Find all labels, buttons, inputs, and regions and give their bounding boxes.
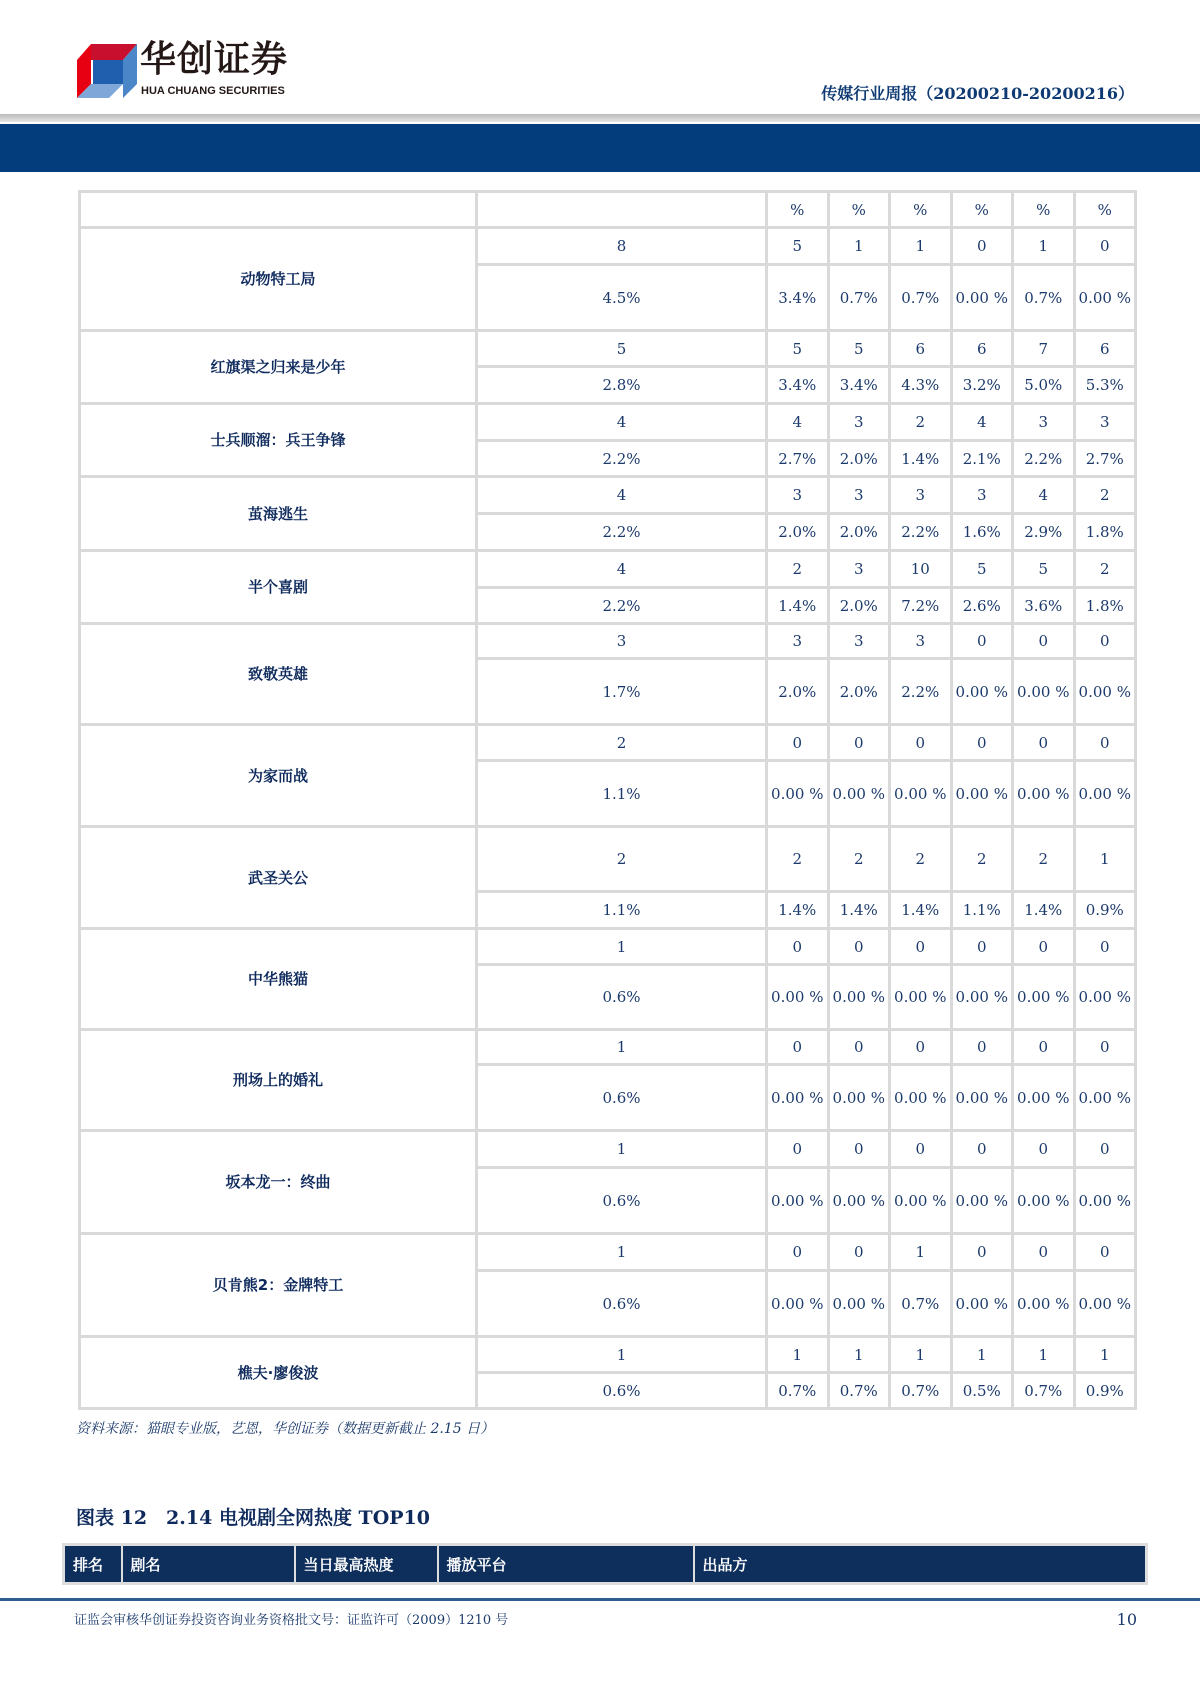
daily-count-cell: 3 bbox=[1074, 404, 1136, 441]
daily-share-cell: 0.7% bbox=[828, 265, 890, 331]
header-unit-cell: % bbox=[1013, 192, 1075, 228]
title-cell: 为家而战 bbox=[80, 725, 477, 827]
daily-count-cell: 0 bbox=[828, 1234, 890, 1271]
header-unit-cell: % bbox=[951, 192, 1013, 228]
daily-share-cell: 1.4% bbox=[767, 588, 829, 624]
daily-count-cell: 0 bbox=[1074, 929, 1136, 965]
share-cell: 0.6% bbox=[477, 1168, 767, 1234]
daily-share-cell: 0.7% bbox=[1013, 265, 1075, 331]
report-title: 传媒行业周报（20200210-20200216） bbox=[821, 84, 1134, 103]
table-row bbox=[80, 551, 1136, 588]
count-cell: 2 bbox=[477, 827, 767, 892]
daily-share-cell: 0.00 % bbox=[951, 965, 1013, 1030]
daily-share-cell: 2.0% bbox=[828, 441, 890, 477]
table-row bbox=[80, 827, 1136, 892]
daily-share-cell: 0.00 % bbox=[1074, 761, 1136, 827]
daily-count-cell: 2 bbox=[1074, 477, 1136, 514]
daily-count-cell: 1 bbox=[1074, 1337, 1136, 1373]
tv-heat-top10-table-header bbox=[62, 1543, 1148, 1585]
column-header: 排名 bbox=[64, 1545, 122, 1584]
daily-count-cell: 7 bbox=[1013, 331, 1075, 367]
daily-count-cell: 3 bbox=[890, 624, 952, 659]
daily-share-cell: 3.2% bbox=[951, 367, 1013, 404]
daily-count-cell: 0 bbox=[890, 1030, 952, 1065]
daily-count-cell: 1 bbox=[828, 228, 890, 265]
title-cell: 致敬英雄 bbox=[80, 624, 477, 725]
daily-share-cell: 0.7% bbox=[828, 1373, 890, 1409]
daily-share-cell: 0.00 % bbox=[951, 761, 1013, 827]
daily-share-cell: 0.00 % bbox=[1013, 1271, 1075, 1337]
daily-share-cell: 0.00 % bbox=[767, 1065, 829, 1131]
daily-share-cell: 0.00 % bbox=[1074, 265, 1136, 331]
daily-share-cell: 1.8% bbox=[1074, 588, 1136, 624]
table-header-row bbox=[80, 192, 1136, 228]
share-cell: 2.8% bbox=[477, 367, 767, 404]
daily-count-cell: 4 bbox=[951, 404, 1013, 441]
daily-share-cell: 0.00 % bbox=[1013, 1065, 1075, 1131]
header-unit-cell: % bbox=[767, 192, 829, 228]
daily-share-cell: 0.7% bbox=[1013, 1373, 1075, 1409]
daily-count-cell: 1 bbox=[890, 228, 952, 265]
daily-count-cell: 1 bbox=[1013, 1337, 1075, 1373]
daily-share-cell: 2.7% bbox=[1074, 441, 1136, 477]
daily-count-cell: 5 bbox=[1013, 551, 1075, 588]
daily-count-cell: 0 bbox=[890, 725, 952, 761]
daily-count-cell: 3 bbox=[828, 624, 890, 659]
daily-count-cell: 2 bbox=[890, 404, 952, 441]
daily-count-cell: 2 bbox=[890, 827, 952, 892]
column-header: 剧名 bbox=[122, 1545, 295, 1584]
title-cell: 半个喜剧 bbox=[80, 551, 477, 624]
daily-share-cell: 2.6% bbox=[951, 588, 1013, 624]
daily-share-cell: 2.2% bbox=[1013, 441, 1075, 477]
daily-count-cell: 10 bbox=[890, 551, 952, 588]
daily-share-cell: 1.4% bbox=[767, 892, 829, 929]
figure-title: 图表 12 2.14 电视剧全网热度 TOP10 bbox=[76, 1507, 430, 1529]
daily-count-cell: 0 bbox=[890, 1131, 952, 1168]
title-cell: 动物特工局 bbox=[80, 228, 477, 331]
daily-share-cell: 0.5% bbox=[951, 1373, 1013, 1409]
daily-share-cell: 2.0% bbox=[828, 588, 890, 624]
daily-share-cell: 0.00 % bbox=[767, 965, 829, 1030]
daily-count-cell: 0 bbox=[951, 228, 1013, 265]
daily-count-cell: 0 bbox=[1074, 624, 1136, 659]
table-row bbox=[80, 929, 1136, 965]
share-cell: 2.2% bbox=[477, 441, 767, 477]
daily-share-cell: 0.00 % bbox=[828, 965, 890, 1030]
daily-count-cell: 3 bbox=[767, 624, 829, 659]
header-divider bbox=[0, 114, 1200, 122]
daily-share-cell: 0.00 % bbox=[1074, 1168, 1136, 1234]
daily-count-cell: 0 bbox=[1013, 929, 1075, 965]
daily-count-cell: 3 bbox=[828, 404, 890, 441]
count-cell: 1 bbox=[477, 1337, 767, 1373]
daily-share-cell: 0.00 % bbox=[1013, 965, 1075, 1030]
daily-count-cell: 3 bbox=[767, 477, 829, 514]
daily-count-cell: 0 bbox=[828, 725, 890, 761]
count-cell: 4 bbox=[477, 404, 767, 441]
daily-count-cell: 0 bbox=[1074, 1131, 1136, 1168]
daily-share-cell: 0.00 % bbox=[828, 1271, 890, 1337]
daily-share-cell: 0.00 % bbox=[767, 761, 829, 827]
title-cell: 武圣关公 bbox=[80, 827, 477, 929]
daily-share-cell: 0.7% bbox=[890, 1271, 952, 1337]
title-cell: 刑场上的婚礼 bbox=[80, 1030, 477, 1131]
share-cell: 1.7% bbox=[477, 659, 767, 725]
daily-share-cell: 0.00 % bbox=[1074, 659, 1136, 725]
daily-count-cell: 0 bbox=[951, 1131, 1013, 1168]
daily-count-cell: 5 bbox=[951, 551, 1013, 588]
share-cell: 0.6% bbox=[477, 1065, 767, 1131]
daily-share-cell: 0.00 % bbox=[1013, 659, 1075, 725]
daily-count-cell: 1 bbox=[828, 1337, 890, 1373]
count-cell: 1 bbox=[477, 1030, 767, 1065]
daily-count-cell: 2 bbox=[767, 827, 829, 892]
daily-count-cell: 5 bbox=[767, 331, 829, 367]
daily-share-cell: 1.6% bbox=[951, 514, 1013, 551]
daily-count-cell: 2 bbox=[951, 827, 1013, 892]
header-cell bbox=[80, 192, 477, 228]
daily-count-cell: 0 bbox=[767, 725, 829, 761]
daily-count-cell: 1 bbox=[890, 1337, 952, 1373]
daily-share-cell: 0.00 % bbox=[828, 1168, 890, 1234]
count-cell: 5 bbox=[477, 331, 767, 367]
daily-count-cell: 0 bbox=[1013, 624, 1075, 659]
source-note: 资料来源：猫眼专业版，艺恩，华创证券（数据更新截止 2.15 日） bbox=[76, 1421, 495, 1437]
box-office-share-table bbox=[78, 190, 1137, 1410]
daily-count-cell: 0 bbox=[767, 929, 829, 965]
daily-count-cell: 3 bbox=[1013, 404, 1075, 441]
daily-share-cell: 5.0% bbox=[1013, 367, 1075, 404]
daily-share-cell: 3.4% bbox=[828, 367, 890, 404]
daily-share-cell: 2.0% bbox=[767, 514, 829, 551]
daily-share-cell: 0.00 % bbox=[767, 1168, 829, 1234]
daily-share-cell: 2.0% bbox=[828, 659, 890, 725]
share-cell: 0.6% bbox=[477, 965, 767, 1030]
daily-count-cell: 2 bbox=[1074, 551, 1136, 588]
daily-count-cell: 0 bbox=[951, 1030, 1013, 1065]
daily-count-cell: 0 bbox=[1013, 1234, 1075, 1271]
daily-share-cell: 5.3% bbox=[1074, 367, 1136, 404]
header-band bbox=[0, 124, 1200, 172]
daily-count-cell: 0 bbox=[951, 624, 1013, 659]
daily-count-cell: 0 bbox=[1074, 228, 1136, 265]
daily-share-cell: 2.2% bbox=[890, 659, 952, 725]
count-cell: 3 bbox=[477, 624, 767, 659]
page-number: 10 bbox=[1116, 1610, 1137, 1629]
daily-share-cell: 0.7% bbox=[890, 1373, 952, 1409]
count-cell: 1 bbox=[477, 929, 767, 965]
daily-share-cell: 0.00 % bbox=[828, 761, 890, 827]
brand-name-cn: 华创证券 bbox=[140, 39, 289, 80]
daily-count-cell: 6 bbox=[1074, 331, 1136, 367]
daily-share-cell: 3.6% bbox=[1013, 588, 1075, 624]
daily-share-cell: 0.00 % bbox=[951, 1065, 1013, 1131]
daily-share-cell: 0.7% bbox=[767, 1373, 829, 1409]
daily-share-cell: 7.2% bbox=[890, 588, 952, 624]
daily-count-cell: 6 bbox=[890, 331, 952, 367]
daily-count-cell: 0 bbox=[1074, 1234, 1136, 1271]
daily-count-cell: 6 bbox=[951, 331, 1013, 367]
daily-count-cell: 0 bbox=[828, 1030, 890, 1065]
daily-share-cell: 1.4% bbox=[890, 892, 952, 929]
share-cell: 4.5% bbox=[477, 265, 767, 331]
daily-count-cell: 0 bbox=[951, 1234, 1013, 1271]
daily-count-cell: 1 bbox=[951, 1337, 1013, 1373]
daily-count-cell: 0 bbox=[1013, 1030, 1075, 1065]
table-row bbox=[80, 477, 1136, 514]
daily-share-cell: 0.7% bbox=[890, 265, 952, 331]
daily-share-cell: 3.4% bbox=[767, 367, 829, 404]
daily-count-cell: 1 bbox=[1013, 228, 1075, 265]
daily-share-cell: 0.00 % bbox=[828, 1065, 890, 1131]
footer-license: 证监会审核华创证券投资咨询业务资格批文号：证监许可（2009）1210 号 bbox=[74, 1613, 509, 1628]
footer-divider bbox=[0, 1598, 1200, 1601]
daily-share-cell: 0.00 % bbox=[1013, 761, 1075, 827]
daily-count-cell: 0 bbox=[1013, 1131, 1075, 1168]
column-header: 出品方 bbox=[694, 1545, 1147, 1584]
daily-count-cell: 0 bbox=[767, 1131, 829, 1168]
daily-count-cell: 4 bbox=[1013, 477, 1075, 514]
daily-count-cell: 1 bbox=[767, 1337, 829, 1373]
daily-count-cell: 0 bbox=[951, 929, 1013, 965]
daily-share-cell: 1.4% bbox=[1013, 892, 1075, 929]
share-cell: 2.2% bbox=[477, 588, 767, 624]
daily-share-cell: 0.00 % bbox=[951, 1168, 1013, 1234]
title-cell: 樵夫·廖俊波 bbox=[80, 1337, 477, 1409]
share-cell: 1.1% bbox=[477, 892, 767, 929]
daily-share-cell: 0.00 % bbox=[951, 659, 1013, 725]
daily-share-cell: 0.9% bbox=[1074, 892, 1136, 929]
daily-share-cell: 0.00 % bbox=[1074, 1271, 1136, 1337]
table-row bbox=[80, 725, 1136, 761]
daily-share-cell: 1.1% bbox=[951, 892, 1013, 929]
daily-count-cell: 3 bbox=[890, 477, 952, 514]
header-cell bbox=[477, 192, 767, 228]
daily-count-cell: 0 bbox=[1074, 1030, 1136, 1065]
daily-count-cell: 4 bbox=[767, 404, 829, 441]
share-cell: 0.6% bbox=[477, 1271, 767, 1337]
daily-share-cell: 2.0% bbox=[828, 514, 890, 551]
count-cell: 1 bbox=[477, 1131, 767, 1168]
daily-count-cell: 3 bbox=[951, 477, 1013, 514]
title-cell: 贝肯熊2：金牌特工 bbox=[80, 1234, 477, 1337]
daily-share-cell: 1.4% bbox=[828, 892, 890, 929]
column-header: 播放平台 bbox=[438, 1545, 694, 1584]
share-cell: 2.2% bbox=[477, 514, 767, 551]
share-cell: 0.6% bbox=[477, 1373, 767, 1409]
daily-count-cell: 5 bbox=[828, 331, 890, 367]
daily-share-cell: 0.00 % bbox=[1013, 1168, 1075, 1234]
table-row bbox=[80, 331, 1136, 367]
title-cell: 坂本龙一：终曲 bbox=[80, 1131, 477, 1234]
table-row bbox=[80, 404, 1136, 441]
header-unit-cell: % bbox=[828, 192, 890, 228]
daily-share-cell: 0.00 % bbox=[890, 761, 952, 827]
table-row bbox=[80, 228, 1136, 265]
daily-share-cell: 2.7% bbox=[767, 441, 829, 477]
daily-count-cell: 0 bbox=[890, 929, 952, 965]
daily-count-cell: 3 bbox=[828, 551, 890, 588]
daily-share-cell: 3.4% bbox=[767, 265, 829, 331]
title-cell: 茧海逃生 bbox=[80, 477, 477, 551]
daily-count-cell: 1 bbox=[890, 1234, 952, 1271]
daily-share-cell: 2.2% bbox=[890, 514, 952, 551]
daily-share-cell: 2.9% bbox=[1013, 514, 1075, 551]
daily-count-cell: 0 bbox=[1074, 725, 1136, 761]
brand-name-en: HUA CHUANG SECURITIES bbox=[141, 85, 285, 97]
daily-share-cell: 0.00 % bbox=[767, 1271, 829, 1337]
title-cell: 士兵顺溜：兵王争锋 bbox=[80, 404, 477, 477]
table-row bbox=[80, 624, 1136, 659]
daily-count-cell: 3 bbox=[828, 477, 890, 514]
count-cell: 4 bbox=[477, 551, 767, 588]
count-cell: 1 bbox=[477, 1234, 767, 1271]
daily-share-cell: 2.0% bbox=[767, 659, 829, 725]
header-unit-cell: % bbox=[1074, 192, 1136, 228]
daily-count-cell: 2 bbox=[1013, 827, 1075, 892]
daily-share-cell: 0.00 % bbox=[1074, 965, 1136, 1030]
huachuang-logo-icon bbox=[77, 44, 137, 98]
daily-count-cell: 5 bbox=[767, 228, 829, 265]
count-cell: 2 bbox=[477, 725, 767, 761]
column-header: 当日最高热度 bbox=[295, 1545, 438, 1584]
daily-share-cell: 0.00 % bbox=[951, 1271, 1013, 1337]
daily-count-cell: 2 bbox=[767, 551, 829, 588]
daily-share-cell: 1.4% bbox=[890, 441, 952, 477]
daily-share-cell: 0.00 % bbox=[1074, 1065, 1136, 1131]
table-row bbox=[80, 1131, 1136, 1168]
daily-share-cell: 4.3% bbox=[890, 367, 952, 404]
daily-count-cell: 0 bbox=[1013, 725, 1075, 761]
daily-count-cell: 0 bbox=[828, 929, 890, 965]
daily-count-cell: 0 bbox=[951, 725, 1013, 761]
share-cell: 1.1% bbox=[477, 761, 767, 827]
daily-share-cell: 0.00 % bbox=[890, 1065, 952, 1131]
daily-share-cell: 2.1% bbox=[951, 441, 1013, 477]
daily-share-cell: 1.8% bbox=[1074, 514, 1136, 551]
daily-count-cell: 1 bbox=[1074, 827, 1136, 892]
daily-share-cell: 0.00 % bbox=[890, 965, 952, 1030]
title-cell: 红旗渠之归来是少年 bbox=[80, 331, 477, 404]
table-row bbox=[80, 1030, 1136, 1065]
daily-share-cell: 0.00 % bbox=[951, 265, 1013, 331]
daily-share-cell: 0.9% bbox=[1074, 1373, 1136, 1409]
count-cell: 4 bbox=[477, 477, 767, 514]
table-row bbox=[80, 1337, 1136, 1373]
daily-count-cell: 2 bbox=[828, 827, 890, 892]
count-cell: 8 bbox=[477, 228, 767, 265]
daily-share-cell: 0.00 % bbox=[890, 1168, 952, 1234]
table-row bbox=[80, 1234, 1136, 1271]
daily-count-cell: 0 bbox=[767, 1234, 829, 1271]
daily-count-cell: 0 bbox=[767, 1030, 829, 1065]
header-unit-cell: % bbox=[890, 192, 952, 228]
title-cell: 中华熊猫 bbox=[80, 929, 477, 1030]
daily-count-cell: 0 bbox=[828, 1131, 890, 1168]
